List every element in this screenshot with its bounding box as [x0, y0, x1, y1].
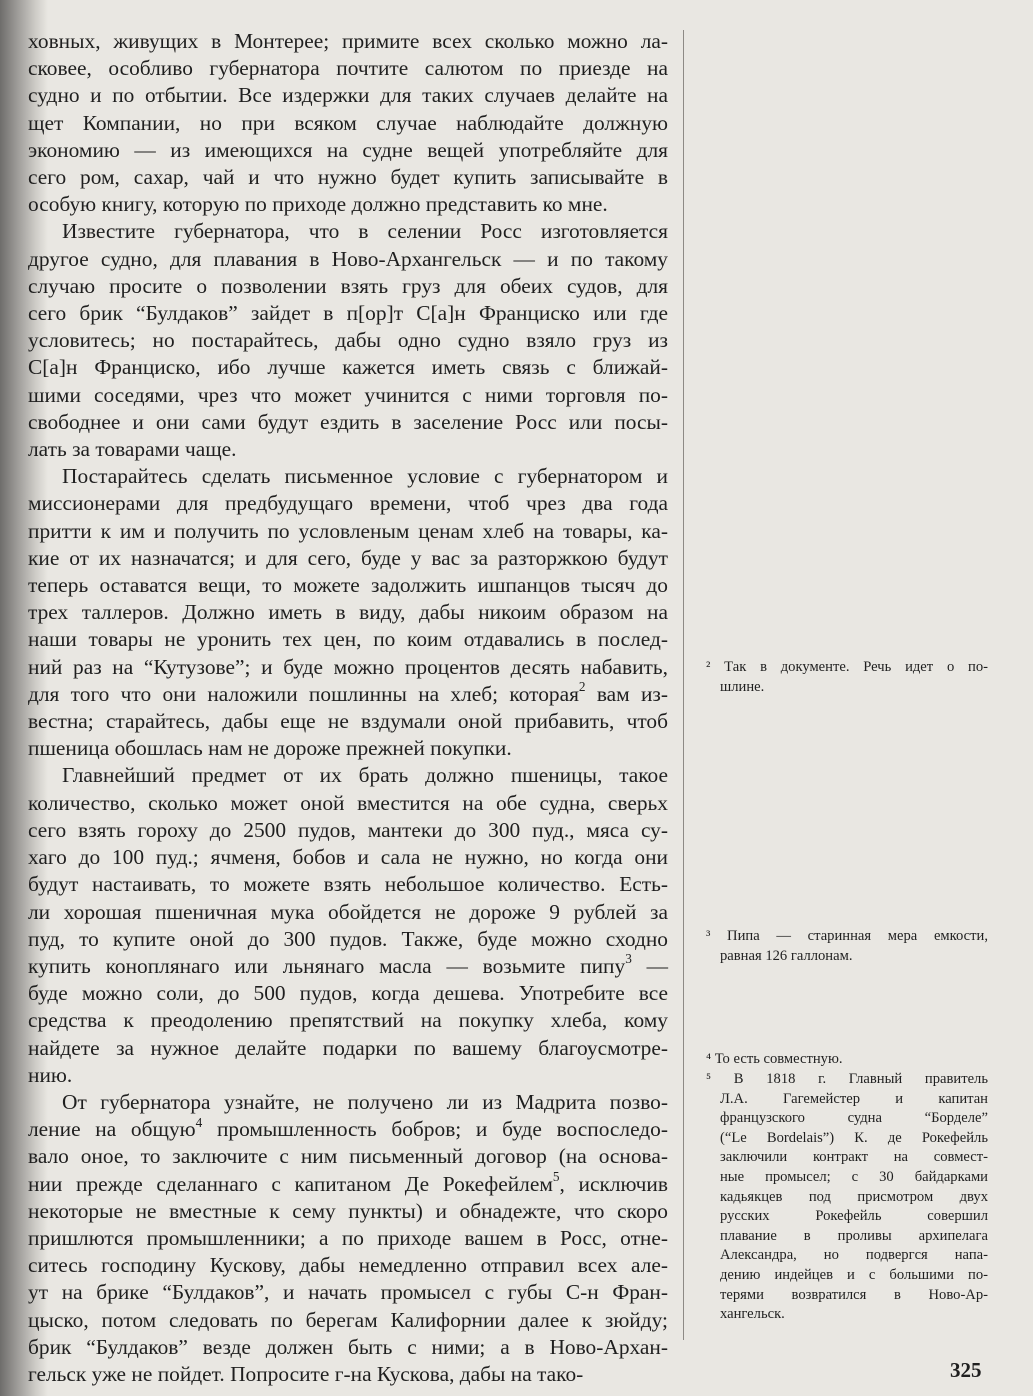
text-line: нии прежде сделаннаго с капитаном Де Рокефейлем$^5$, исключив	[28, 1169, 668, 1196]
footnote-line: (“Le Bordelais”) К. де Рокефейль	[720, 1129, 988, 1146]
footnote-line: ² Так в документе. Речь идет о по-	[706, 659, 988, 675]
text-line: вало оное, то заключите с ним письменный договор (на основа-	[28, 1144, 668, 1169]
text-line: пуд, то купите оной до 300 пудов. Также, буде можно сходно	[28, 926, 668, 951]
footnote-line: французского судна “Борделе”	[720, 1110, 988, 1127]
footnote-line: кадьякцев под присмотром двух	[720, 1188, 988, 1205]
text-line: сего взять гороху до 2500 пудов, мантеки до 300 пуд., мяса су-	[28, 817, 668, 842]
footnote-line: шлине.	[720, 678, 765, 695]
text-line: экономию — из имеющихся на судне вещей употребляйте для	[28, 137, 668, 162]
footnote-4	[706, 1050, 988, 1070]
text-line: найдете за нужное делайте подарки по вашему благоусмотре-	[28, 1035, 668, 1060]
text-line: случаю просите о позволении взять груз для обеих судов, для	[28, 273, 668, 298]
text-line: хаго до 100 пуд.; ячменя, бобов и сала не нужно, но когда они	[28, 845, 668, 870]
text-line: нию.	[28, 1062, 73, 1087]
text-line: свободнее и они сами будут ездить в заселение Росс или посы-	[28, 409, 668, 434]
footnote-line: русских Рокефейль совершил	[720, 1208, 988, 1225]
footnote-marker: 4	[195, 1114, 203, 1130]
paragraph	[28, 28, 668, 218]
text-line: ситесь господину Кускову, дабы немедленно отправил всех але-	[28, 1253, 668, 1278]
text-line: сего ром, сахар, чай и что нужно будет купить записывайте в	[28, 165, 668, 190]
text-line: Известите губернатора, что в селении Росс изготовляется	[62, 219, 668, 244]
text-line: ховных, живущих в Монтерее; примите всех сколько можно ла-	[28, 29, 668, 53]
footnote-line: Л.А. Гагемейстер и капитан	[720, 1090, 988, 1107]
footnote-line: ⁵ В 1818 г. Главный правитель	[706, 1071, 988, 1087]
text-line: сего брик “Булдаков” зайдет в п[ор]т С[а]н Франциско или где	[28, 301, 668, 326]
footnote-marker: 5	[552, 1169, 560, 1185]
footnote-line: Александра, но подвергся напа-	[720, 1247, 988, 1264]
footnote-2	[706, 658, 988, 697]
main-text-column	[28, 28, 668, 1388]
text-line: будут настаивать, то можете взять небольшое количество. Есть-	[28, 872, 668, 897]
text-line: трех таллеров. Должно иметь в виду, дабы никоим образом на	[28, 600, 668, 625]
footnote-line: дению индейцев и с большими по-	[720, 1266, 988, 1283]
footnote-5	[706, 1070, 988, 1325]
footnote-line: хангельск.	[720, 1306, 785, 1323]
footnote-line: плавание в проливы архипелага	[720, 1227, 988, 1244]
footnote-line: равная 126 галлонам.	[720, 947, 853, 964]
text-line: гельск уже не пойдет. Попросите г-на Кускова, дабы на тако-	[28, 1361, 584, 1386]
footnote-marker: 3	[625, 951, 632, 967]
text-line: буде можно соли, до 500 пудов, когда дешева. Употребите все	[28, 981, 668, 1006]
text-line: лать за товарами чаще.	[28, 437, 237, 462]
text-line: щет Компании, но при всяком случае наблюдайте должную	[28, 110, 668, 135]
text-line: сковее, особливо губернатора почтите салютом по приезде на	[28, 56, 668, 81]
text-line: цыско, потом следовать по берегам Калифорнии далее к зюйду;	[28, 1307, 668, 1332]
text-line: судно и по отбытии. Все издержки для таких случаев делайте на	[28, 83, 668, 108]
column-divider	[683, 30, 684, 1340]
text-line: некоторые не вместные к сему пункты) и обнадежте, что скоро	[28, 1198, 668, 1223]
text-line: От губернатора узнайте, не получено ли из Мадрита позво-	[62, 1089, 668, 1114]
text-line: ли хорошая пшеничная мука обойдется не дороже 9 рублей за	[28, 899, 668, 924]
text-line: миссионерами для предбудущаго времени, чтоб чрез два года	[28, 491, 668, 516]
footnote-marker: 2	[578, 679, 586, 695]
paragraph	[28, 463, 668, 762]
text-line: ний раз на “Кутузове”; и буде можно процентов десять набавить,	[28, 654, 668, 679]
text-line: пшеница обошлась нам не дороже прежней покупки.	[28, 736, 512, 761]
footnote-line: заключили контракт на совмест-	[720, 1149, 988, 1166]
footnote-line: ³ Пипа — старинная мера емкости,	[706, 928, 988, 944]
text-line: количество, сколько может оной вместится на обе судна, сверьх	[28, 790, 668, 815]
text-line: купить коноплянаго или льнянаго масла — возьмите пипу$^3$ —	[28, 951, 669, 978]
footnote-line: ⁴ То есть совместную.	[706, 1051, 843, 1067]
footnote-3	[706, 927, 988, 966]
paragraph	[28, 762, 668, 1088]
page-number: 325	[950, 1358, 982, 1382]
text-line: ление на общую$^4$ промышленность бобров; и буде воспоследо-	[28, 1114, 668, 1142]
text-line: теперь оставатся вещи, то можете задолжить ишпанцов тысяч до	[28, 573, 668, 598]
text-line: пришлются промышленники; а по приходе вашем в Росс, отне-	[28, 1225, 668, 1250]
text-line: для того что они наложили пошлинны на хлеб; которая$^2$ вам из-	[28, 679, 668, 706]
text-line: Постарайтесь сделать письменное условие с губернатором и	[62, 464, 668, 489]
text-line: шими соседями, чрез что может учинится с ними торговля по-	[28, 382, 668, 407]
text-line: наши товары не уронить тех цен, по коим отдавались в послед-	[28, 627, 668, 652]
text-line: брик “Булдаков” везде должен быть с ними; а в Ново-Архан-	[28, 1334, 668, 1359]
text-line: средства к преодолению препятствий на покупку хлеба, кому	[28, 1008, 668, 1033]
text-line: вестна; старайтесь, дабы еще не вздумали оной прибавить, чтоб	[28, 709, 668, 734]
text-line: Главнейший предмет от их брать должно пшеницы, такое	[62, 763, 668, 788]
text-line: ут на брике “Булдаков”, и начать промысел с губы С-н Фран-	[28, 1280, 668, 1305]
footnote-line: терями возвратился в Ново-Ар-	[720, 1286, 988, 1303]
footnote-line: ные промысел; с 30 байдарками	[720, 1168, 988, 1185]
text-line: особую книгу, которую по приходе должно представить ко мне.	[28, 192, 608, 217]
text-line: С[а]н Франциско, ибо лучше кажется иметь связь с ближай-	[28, 355, 668, 380]
paragraph	[28, 218, 668, 463]
text-line: кие от их назначатся; и для сего, буде у вас за разторжкою будут	[28, 545, 668, 570]
paragraph	[28, 1089, 668, 1388]
text-line: притти к им и получить по условленым ценам хлеб на товары, ка-	[28, 518, 668, 543]
text-line: другое судно, для плавания в Ново-Архангельск — и по такому	[28, 246, 668, 271]
text-line: условитесь; но постарайтесь, дабы одно судно взяло груз из	[28, 328, 668, 353]
